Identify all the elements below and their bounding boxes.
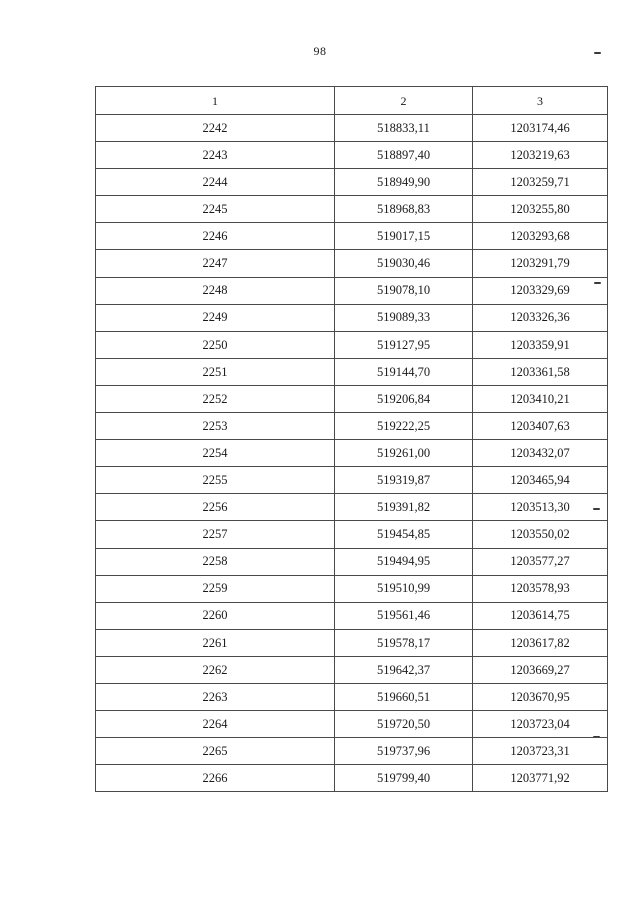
table-cell-col-2: 519261,00 (335, 440, 473, 467)
table-cell-col-3: 1203617,82 (473, 629, 608, 656)
table-cell-col-2: 519799,40 (335, 765, 473, 792)
table-row (96, 711, 608, 738)
table-cell-col-1: 2259 (96, 575, 335, 602)
table-cell-col-1: 2245 (96, 196, 335, 223)
table-cell-col-1: 2255 (96, 467, 335, 494)
table-cell-col-1: 2258 (96, 548, 335, 575)
table-cell-col-3: 1203359,91 (473, 331, 608, 358)
table-row (96, 521, 608, 548)
table-row (96, 413, 608, 440)
table-row (96, 765, 608, 792)
table-cell-col-3: 1203293,68 (473, 223, 608, 250)
table-cell-col-2: 519319,87 (335, 467, 473, 494)
table-cell-col-2: 519017,15 (335, 223, 473, 250)
table-cell-col-2: 519494,95 (335, 548, 473, 575)
header-cell-3: 3 (473, 87, 608, 115)
table-row (96, 656, 608, 683)
table-cell-col-2: 519737,96 (335, 738, 473, 765)
table-cell-col-3: 1203174,46 (473, 115, 608, 142)
table-cell-col-1: 2244 (96, 169, 335, 196)
table-row (96, 548, 608, 575)
table-cell-col-3: 1203291,79 (473, 250, 608, 277)
scan-mark (594, 52, 601, 54)
table-row (96, 169, 608, 196)
table-cell-col-2: 519391,82 (335, 494, 473, 521)
table-row (96, 196, 608, 223)
table-cell-col-1: 2247 (96, 250, 335, 277)
table-cell-col-2: 519206,84 (335, 385, 473, 412)
table-cell-col-2: 519222,25 (335, 413, 473, 440)
page-number: 98 (313, 44, 327, 58)
table-row (96, 115, 608, 142)
table-row (96, 629, 608, 656)
table-cell-col-2: 519144,70 (335, 358, 473, 385)
table-cell-col-3: 1203407,63 (473, 413, 608, 440)
table-row (96, 304, 608, 331)
table-cell-col-3: 1203670,95 (473, 683, 608, 710)
header-cell-2: 2 (335, 87, 473, 115)
table-row (96, 440, 608, 467)
table-cell-col-3: 1203410,21 (473, 385, 608, 412)
table-cell-col-3: 1203577,27 (473, 548, 608, 575)
table-cell-col-2: 519561,46 (335, 602, 473, 629)
coordinates-table (95, 86, 608, 792)
table-cell-col-2: 518949,90 (335, 169, 473, 196)
table-cell-col-1: 2257 (96, 521, 335, 548)
table-cell-col-1: 2254 (96, 440, 335, 467)
table-row (96, 575, 608, 602)
table-cell-col-1: 2246 (96, 223, 335, 250)
table-cell-col-2: 519030,46 (335, 250, 473, 277)
table-row (96, 494, 608, 521)
table-cell-col-3: 1203723,31 (473, 738, 608, 765)
table-cell-col-2: 519089,33 (335, 304, 473, 331)
table-row (96, 738, 608, 765)
table-cell-col-3: 1203465,94 (473, 467, 608, 494)
table-cell-col-2: 518968,83 (335, 196, 473, 223)
table-cell-col-2: 519578,17 (335, 629, 473, 656)
table-cell-col-1: 2242 (96, 115, 335, 142)
table-body (96, 115, 608, 792)
table-cell-col-3: 1203669,27 (473, 656, 608, 683)
table-cell-col-2: 518897,40 (335, 142, 473, 169)
table-row (96, 683, 608, 710)
table-cell-col-3: 1203771,92 (473, 765, 608, 792)
table-cell-col-1: 2263 (96, 683, 335, 710)
table-cell-col-3: 1203614,75 (473, 602, 608, 629)
table-cell-col-1: 2249 (96, 304, 335, 331)
header-cell-1: 1 (96, 87, 335, 115)
table-cell-col-3: 1203723,04 (473, 711, 608, 738)
table-cell-col-2: 519127,95 (335, 331, 473, 358)
table-cell-col-3: 1203329,69 (473, 277, 608, 304)
table-cell-col-1: 2256 (96, 494, 335, 521)
table-row (96, 142, 608, 169)
table-row (96, 385, 608, 412)
table-cell-col-1: 2251 (96, 358, 335, 385)
table-header (96, 87, 608, 115)
table-cell-col-3: 1203219,63 (473, 142, 608, 169)
table-cell-col-3: 1203255,80 (473, 196, 608, 223)
table-row (96, 223, 608, 250)
table-cell-col-3: 1203432,07 (473, 440, 608, 467)
table-row (96, 250, 608, 277)
table-cell-col-3: 1203361,58 (473, 358, 608, 385)
table-row (96, 358, 608, 385)
table-row (96, 467, 608, 494)
table-cell-col-2: 519454,85 (335, 521, 473, 548)
table-cell-col-1: 2266 (96, 765, 335, 792)
table-row (96, 602, 608, 629)
header-row (96, 87, 608, 115)
table-cell-col-3: 1203326,36 (473, 304, 608, 331)
table-cell-col-1: 2252 (96, 385, 335, 412)
table-cell-col-2: 519642,37 (335, 656, 473, 683)
table-cell-col-1: 2262 (96, 656, 335, 683)
table-cell-col-2: 519078,10 (335, 277, 473, 304)
table-row (96, 331, 608, 358)
table-cell-col-2: 519720,50 (335, 711, 473, 738)
table-row (96, 277, 608, 304)
table-cell-col-2: 519510,99 (335, 575, 473, 602)
table-cell-col-3: 1203550,02 (473, 521, 608, 548)
table-cell-col-1: 2261 (96, 629, 335, 656)
table-cell-col-1: 2260 (96, 602, 335, 629)
table-cell-col-1: 2248 (96, 277, 335, 304)
table-cell-col-2: 519660,51 (335, 683, 473, 710)
table-cell-col-1: 2250 (96, 331, 335, 358)
table-cell-col-1: 2265 (96, 738, 335, 765)
table-cell-col-3: 1203513,30 (473, 494, 608, 521)
table-cell-col-1: 2264 (96, 711, 335, 738)
table-cell-col-3: 1203259,71 (473, 169, 608, 196)
table-cell-col-1: 2243 (96, 142, 335, 169)
table-cell-col-3: 1203578,93 (473, 575, 608, 602)
table-cell-col-1: 2253 (96, 413, 335, 440)
table-cell-col-2: 518833,11 (335, 115, 473, 142)
